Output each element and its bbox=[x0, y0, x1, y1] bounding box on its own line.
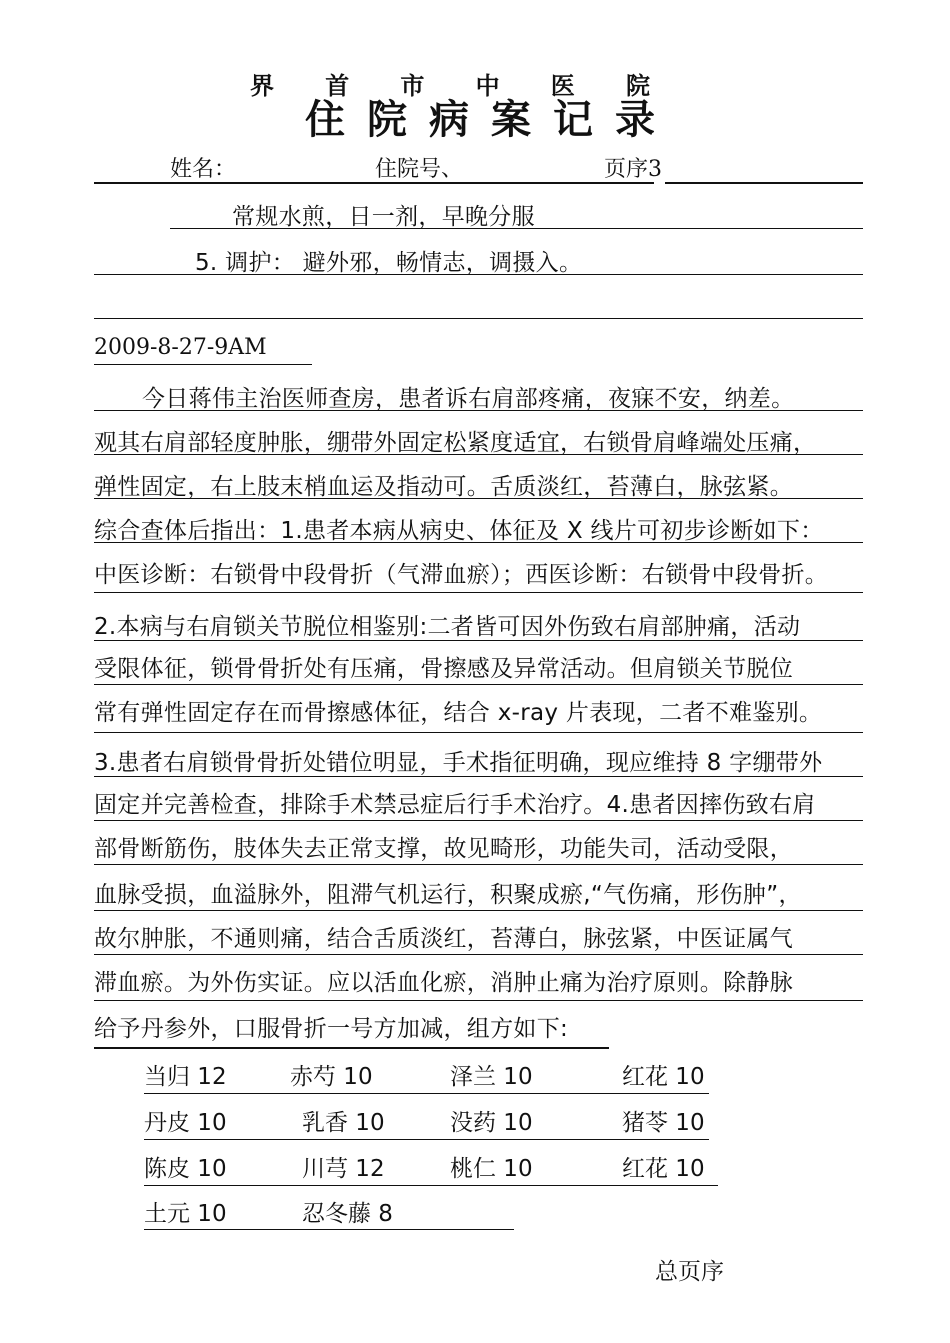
page-number-label: 页序3 bbox=[604, 157, 662, 182]
hospital-char: 界 bbox=[250, 72, 274, 100]
care-instructions: 5. 调护： 避外邪，畅情志，调摄入。 bbox=[195, 250, 583, 276]
herb-item: 红花 10 bbox=[622, 1064, 705, 1090]
record-line: 血脉受损，血溢脉外，阻滞气机运行，积聚成瘀,“气伤痛，形伤肿”， bbox=[94, 882, 802, 908]
ruled-line bbox=[144, 1139, 709, 1140]
ruled-line bbox=[94, 776, 863, 777]
herb-item: 川芎 12 bbox=[302, 1156, 385, 1182]
ruled-line bbox=[94, 954, 863, 955]
ruled-line bbox=[94, 454, 863, 455]
ruled-line bbox=[144, 1185, 718, 1186]
ruled-line bbox=[94, 498, 863, 499]
herb-item: 红花 10 bbox=[622, 1156, 705, 1182]
record-line: 观其右肩部轻度肿胀，绷带外固定松紧度适宜，右锁骨肩峰端处压痛， bbox=[94, 430, 817, 456]
record-line: 3.患者右肩锁骨骨折处错位明显，手术指征明确，现应维持 8 字绷带外 bbox=[94, 750, 823, 776]
admission-number-label: 住院号、 bbox=[375, 157, 464, 182]
ruled-line bbox=[170, 228, 863, 229]
herb-item: 猪苓 10 bbox=[622, 1110, 705, 1136]
record-line: 常有弹性固定存在而骨擦感体征，结合 x-ray 片表现，二者不难鉴别。 bbox=[94, 700, 823, 726]
herb-item: 没药 10 bbox=[450, 1110, 533, 1136]
title-char: 病 bbox=[429, 97, 469, 143]
entry-datetime: 2009-8-27-9AM bbox=[94, 335, 267, 360]
herb-item: 桃仁 10 bbox=[450, 1156, 533, 1182]
ruled-line bbox=[94, 820, 863, 821]
herb-item: 乳香 10 bbox=[302, 1110, 385, 1136]
ruled-line bbox=[94, 864, 863, 865]
title-char: 院 bbox=[367, 97, 407, 143]
title-char: 录 bbox=[615, 97, 655, 143]
ruled-line bbox=[94, 910, 863, 911]
record-line: 故尔肿胀，不通则痛，结合舌质淡红，苔薄白，脉弦紧，中医证属气 bbox=[94, 926, 793, 952]
ruled-line bbox=[94, 592, 863, 593]
prescription-top-rule bbox=[94, 1047, 609, 1049]
record-line: 综合查体后指出：1.患者本病从病史、体征及 X 线片可初步诊断如下： bbox=[94, 518, 824, 544]
hospital-char: 医 bbox=[550, 72, 575, 100]
hospital-char: 院 bbox=[625, 72, 650, 100]
record-line: 固定并完善检查，排除手术禁忌症后行手术治疗。4.患者因摔伤致右肩 bbox=[94, 792, 816, 818]
ruled-line bbox=[94, 318, 863, 319]
ruled-line bbox=[94, 542, 863, 543]
herb-item: 土元 10 bbox=[144, 1201, 227, 1227]
header-rule-right bbox=[665, 182, 863, 184]
herb-item: 泽兰 10 bbox=[450, 1064, 533, 1090]
prev-section-line: 常规水煎，日一剂，早晚分服 bbox=[232, 204, 535, 230]
herb-item: 陈皮 10 bbox=[144, 1156, 227, 1182]
record-line: 受限体征，锁骨骨折处有压痛，骨擦感及异常活动。但肩锁关节脱位 bbox=[94, 656, 793, 682]
name-label: 姓名： bbox=[170, 157, 237, 182]
ruled-line bbox=[144, 1229, 514, 1230]
hospital-char: 市 bbox=[400, 72, 425, 100]
hospital-char: 首 bbox=[325, 72, 350, 100]
title-char: 案 bbox=[491, 97, 531, 143]
herb-item: 当归 12 bbox=[144, 1064, 227, 1090]
title-char: 住 bbox=[305, 97, 345, 143]
herb-item: 忍冬藤 8 bbox=[302, 1201, 393, 1227]
ruled-line bbox=[94, 732, 863, 733]
record-line: 弹性固定，右上肢末梢血运及指动可。舌质淡红，苔薄白，脉弦紧。 bbox=[94, 474, 793, 500]
record-line: 给予丹参外，口服骨折一号方加减，组方如下: bbox=[94, 1016, 569, 1042]
ruled-line bbox=[94, 684, 863, 685]
ruled-line bbox=[94, 640, 863, 641]
record-line: 中医诊断：右锁骨中段骨折（气滞血瘀）；西医诊断：右锁骨中段骨折。 bbox=[94, 562, 829, 588]
record-line: 今日蒋伟主治医师查房，患者诉右肩部疼痛，夜寐不安，纳差。 bbox=[142, 386, 795, 412]
record-line: 滞血瘀。为外伤实证。应以活血化瘀，消肿止痛为治疗原则。除静脉 bbox=[94, 970, 793, 996]
herb-item: 赤芍 10 bbox=[290, 1064, 373, 1090]
datetime-underline bbox=[94, 364, 312, 365]
ruled-line bbox=[144, 1093, 709, 1094]
record-line: 部骨断筋伤，肢体失去正常支撑，故见畸形，功能失司，活动受限， bbox=[94, 836, 793, 862]
hospital-char: 中 bbox=[475, 72, 500, 100]
ruled-line bbox=[94, 410, 863, 411]
ruled-line bbox=[94, 1000, 863, 1001]
header-rule bbox=[94, 182, 654, 184]
title-char: 记 bbox=[553, 97, 593, 143]
ruled-line bbox=[94, 274, 863, 275]
herb-item: 丹皮 10 bbox=[144, 1110, 227, 1136]
record-line: 2.本病与右肩锁关节脱位相鉴别:二者皆可因外伤致右肩部肿痛，活动 bbox=[94, 614, 801, 640]
document-title bbox=[305, 88, 655, 145]
total-page-label: 总页序 bbox=[655, 1259, 724, 1285]
